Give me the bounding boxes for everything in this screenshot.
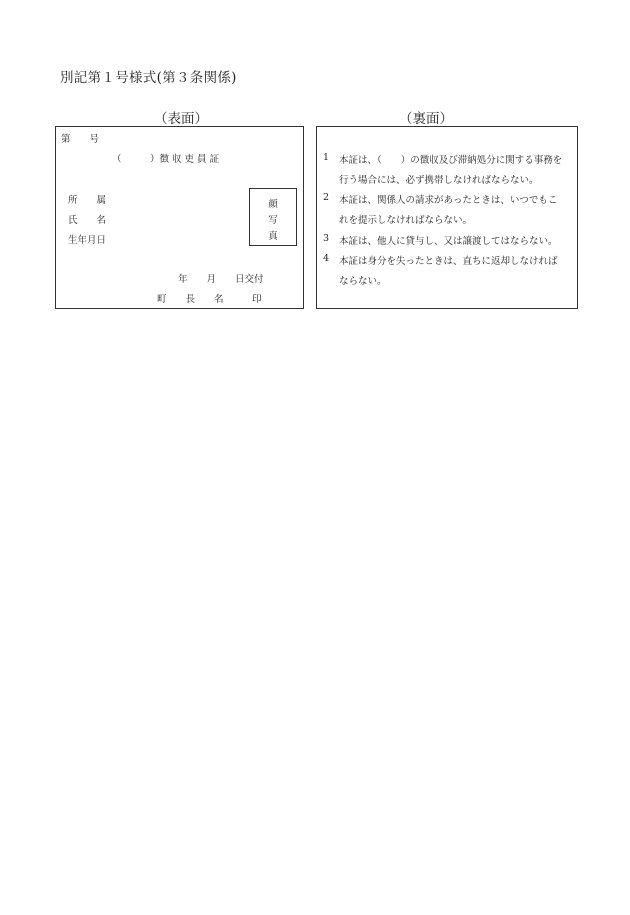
item-text-line: 本証は、関係人の請求があったときは、いつでもこ	[339, 195, 558, 206]
id-card-front	[55, 126, 304, 309]
affiliation-label: 所 属	[68, 195, 107, 206]
number-label: 第 号	[61, 134, 100, 145]
photo-placeholder	[249, 188, 297, 246]
back-heading: （裏面）	[399, 111, 453, 127]
item-text-line: 本証は、他人に貸与し、又は譲渡してはならない。	[339, 236, 558, 247]
id-card-back	[316, 126, 578, 309]
item-text-line: 本証は身分を失ったときは、直ちに返却しなければ	[339, 256, 558, 267]
name-label: 氏 名	[68, 215, 107, 226]
item-number: 2	[323, 192, 330, 203]
issue-date-label: 年 月 日交付	[178, 274, 264, 285]
photo-char: 写	[268, 215, 278, 226]
badge-title: （ ）徴 収 吏 員 証	[112, 154, 220, 165]
item-number: 1	[323, 152, 330, 163]
front-heading: （表面）	[154, 111, 208, 127]
item-text-line: 行う場合には、必ず携帯しなければならない。	[339, 175, 539, 186]
photo-char: 顔	[268, 199, 278, 210]
item-number: 4	[323, 253, 330, 264]
birthdate-label: 生年月日	[68, 235, 107, 246]
item-number: 3	[323, 233, 330, 244]
item-text-line: ならない。	[339, 276, 387, 287]
document-title: 別記第１号様式(第３条関係)	[60, 70, 237, 86]
item-text-line: れを提示しなければならない。	[339, 215, 473, 226]
mayor-seal-label: 町 長 名 印	[157, 294, 262, 305]
photo-char: 真	[268, 231, 278, 242]
item-text-line: 本証は、（ ）の徴収及び滞納処分に関する事務を	[339, 155, 563, 166]
